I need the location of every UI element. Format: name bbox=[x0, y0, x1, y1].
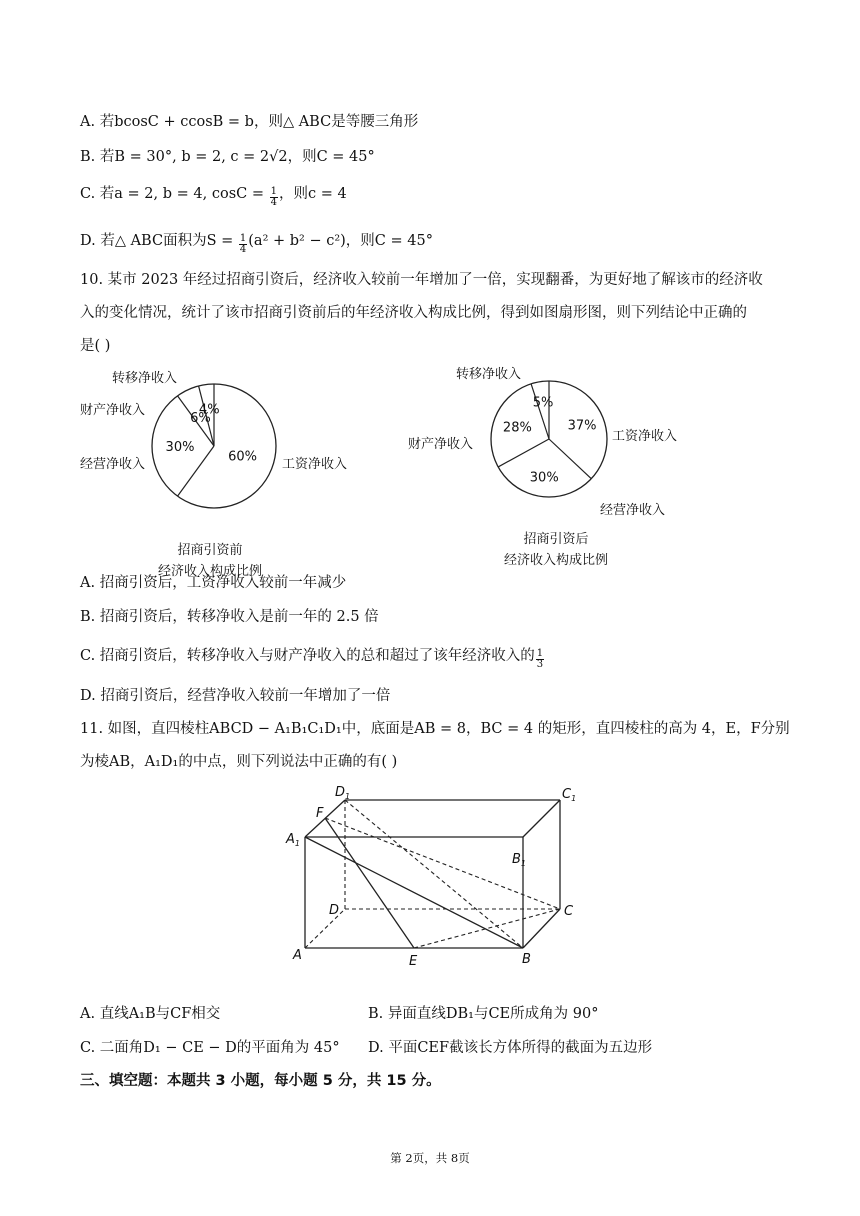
pie-caption: 经济收入构成比例 bbox=[503, 553, 609, 568]
q10-option-d: D. 招商引资后，经营净收入较前一年增加了一倍 bbox=[80, 688, 391, 704]
q11-stem-line1: 11. 如图，直四棱柱ABCD − A₁B₁C₁D₁中，底面是AB = 8，BC = 4 的矩形，直四棱柱的高为 4，E，F分别 bbox=[80, 721, 790, 737]
pie-category-label: 转移净收入 bbox=[456, 367, 522, 382]
q11-option-c: C. 二面角D₁ − CE − D的平面角为 45° bbox=[80, 1040, 340, 1056]
fraction-den: 4 bbox=[239, 244, 247, 255]
pie-slice-label: 6% bbox=[190, 411, 211, 427]
pie-chart-before bbox=[80, 370, 347, 579]
pie-slice-label: 60% bbox=[228, 449, 257, 465]
label-d1: $D_1$ bbox=[335, 785, 351, 801]
pie-slice-label: 4% bbox=[198, 402, 220, 418]
line-d1b bbox=[345, 800, 523, 948]
label-f: F bbox=[316, 806, 324, 821]
pie-slice-label: 30% bbox=[165, 440, 195, 455]
fraction-den: 3 bbox=[536, 659, 544, 670]
q9-option-c-text: C. 若a = 2, b = 4, cosC = bbox=[80, 186, 269, 202]
label-a: A bbox=[293, 948, 302, 963]
pie-caption: 招商引资前 bbox=[177, 543, 243, 558]
pie-slice-label: 5% bbox=[532, 395, 554, 411]
pie-caption: 经济收入构成比例 bbox=[157, 564, 263, 579]
edge-bc bbox=[523, 909, 560, 948]
line-a1b bbox=[305, 837, 523, 948]
pie-category-label: 财产净收入 bbox=[408, 437, 474, 452]
label-c: C bbox=[564, 904, 574, 919]
q11-option-a: A. 直线A₁B与CF相交 bbox=[80, 1006, 221, 1022]
q10-option-b: B. 招商引资后，转移净收入是前一年的 2.5 倍 bbox=[80, 609, 379, 625]
q10-option-a: A. 招商引资后，工资净收入较前一年减少 bbox=[80, 575, 347, 591]
edge-b1c1 bbox=[523, 800, 560, 837]
q11-option-b: B. 异面直线DB₁与CE所成角为 90° bbox=[368, 1006, 599, 1022]
q10-stem-line2: 入的变化情况，统计了该市招商引资前后的年经济收入构成比例，得到如图扇形图，则下列结论中正确的 bbox=[80, 305, 747, 321]
pie-slice-label: 28% bbox=[502, 420, 532, 436]
fraction-num: 1 bbox=[536, 648, 544, 659]
pie-caption: 招商引资后 bbox=[523, 532, 589, 547]
line-ec bbox=[414, 909, 560, 948]
fraction-num: 1 bbox=[270, 186, 277, 197]
q10-stem-line1: 10. 某市 2023 年经过招商引资后，经济收入较前一年增加了一倍，实现翻番，为更好地了解该市的经济收 bbox=[80, 272, 763, 288]
q9-option-c bbox=[80, 184, 347, 208]
q9-option-d-text: D. 若△ ABC面积为S = bbox=[80, 233, 238, 249]
label-e: E bbox=[409, 954, 418, 969]
pie-category-label: 工资净收入 bbox=[282, 457, 348, 472]
label-c1: $C_1$ bbox=[562, 787, 577, 803]
label-b1: $B_1$ bbox=[512, 852, 527, 868]
q11-stem-line2: 为棱AB，A₁D₁的中点，则下列说法中正确的有( ) bbox=[80, 754, 398, 770]
prism-figure bbox=[0, 775, 860, 975]
pie-category-label: 转移净收入 bbox=[112, 371, 178, 386]
section-3-heading: 三、填空题：本题共 3 小题，每小题 5 分，共 15 分。 bbox=[80, 1073, 441, 1089]
pie-category-label: 工资净收入 bbox=[612, 429, 678, 444]
fraction bbox=[536, 649, 544, 670]
pie-slice-label: 30% bbox=[529, 470, 559, 486]
q9-option-b: B. 若B = 30°, b = 2, c = 2√2，则C = 45° bbox=[80, 149, 375, 165]
fraction bbox=[239, 234, 247, 255]
q10-option-c-text: C. 招商引资后，转移净收入与财产净收入的总和超过了该年经济收入的 bbox=[80, 648, 535, 664]
q9-option-d bbox=[80, 231, 433, 255]
pie-category-label: 财产净收入 bbox=[80, 403, 146, 418]
fraction-num: 1 bbox=[239, 233, 247, 244]
q9-option-a: A. 若bcosC + ccosB = b，则△ ABC是等腰三角形 bbox=[80, 114, 419, 130]
pie-slice-label: 37% bbox=[567, 418, 597, 434]
page-footer: 第 2页，共 8页 bbox=[390, 1151, 470, 1165]
q11-option-d: D. 平面CEF截该长方体所得的截面为五边形 bbox=[368, 1040, 653, 1056]
pie-category-label: 经营净收入 bbox=[80, 457, 146, 472]
label-b: B bbox=[522, 952, 531, 967]
q10-option-c bbox=[80, 646, 545, 670]
pie-charts bbox=[0, 360, 860, 579]
q10-stem-line3: 是( ) bbox=[80, 338, 111, 354]
label-d: D bbox=[329, 903, 340, 918]
pie-chart-after bbox=[408, 366, 677, 568]
fraction-den: 4 bbox=[270, 197, 277, 208]
q9-option-c-tail: ，则c = 4 bbox=[278, 186, 347, 202]
fraction bbox=[270, 187, 278, 208]
label-a1: $A_1$ bbox=[286, 832, 300, 848]
q9-option-d-tail: (a² + b² − c²)，则C = 45° bbox=[248, 233, 433, 249]
pie-category-label: 经营净收入 bbox=[600, 503, 666, 518]
